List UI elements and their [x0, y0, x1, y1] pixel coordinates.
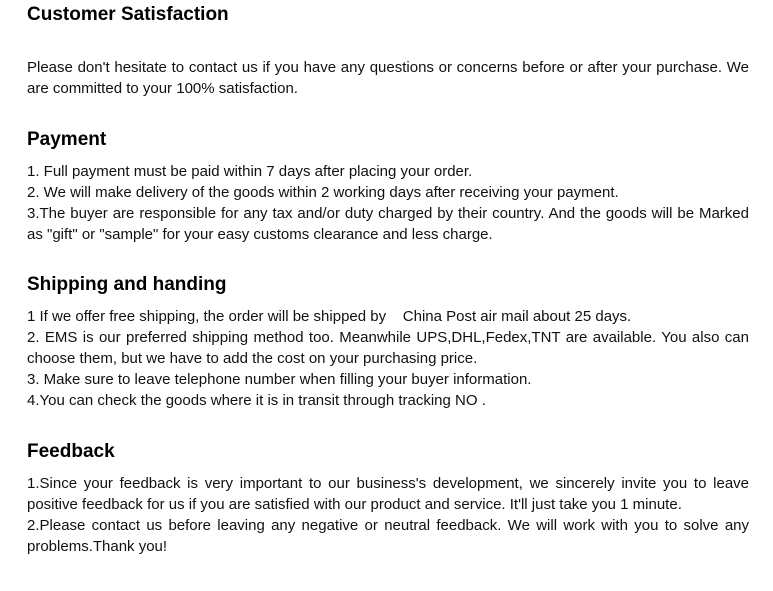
- section-body: [27, 161, 749, 245]
- section-payment: [27, 128, 749, 243]
- section-customer-satisfaction: [27, 3, 749, 97]
- section-shipping: [27, 273, 749, 409]
- section-body: [27, 473, 749, 557]
- list-item: 1. Full payment must be paid within 7 days after placing your order.: [27, 163, 473, 180]
- list-item: 1 If we offer free shipping, the order will be shipped by China Post air mail about 25 days.: [27, 308, 632, 325]
- list-item: 2.Please contact us before leaving any negative or neutral feedback. We will work with you to solve any problems.Thank you!: [27, 517, 749, 555]
- section-heading: Customer Satisfaction: [27, 4, 229, 25]
- section-paragraph: Please don't hesitate to contact us if you have any questions or concerns before or after your purchase. We are committed to your 100% satisfaction.: [27, 59, 749, 97]
- section-feedback: [27, 440, 749, 555]
- list-item: 2. We will make delivery of the goods within 2 working days after receiving your payment.: [27, 184, 619, 201]
- list-item: 2. EMS is our preferred shipping method too. Meanwhile UPS,DHL,Fedex,TNT are available. You also can choose them, but we have to add the cost on your purchasing price.: [27, 329, 749, 367]
- list-item: 4.You can check the goods where it is in transit through tracking NO .: [27, 392, 486, 409]
- list-item: 3.The buyer are responsible for any tax and/or duty charged by their country. And the goods will be Marked as "gift" or "sample" for your easy customs clearance and less charge.: [27, 205, 749, 243]
- list-item: 3. Make sure to leave telephone number when filling your buyer information.: [27, 371, 532, 388]
- section-heading: Payment: [27, 129, 107, 150]
- section-body: [27, 306, 749, 411]
- list-item: 1.Since your feedback is very important to our business's development, we sincerely invite you to leave positive feedback for us if you are satisfied with our product and service. It'll just take you 1 minute.: [27, 475, 749, 513]
- section-heading: Shipping and handing: [27, 274, 227, 295]
- section-heading: Feedback: [27, 441, 115, 462]
